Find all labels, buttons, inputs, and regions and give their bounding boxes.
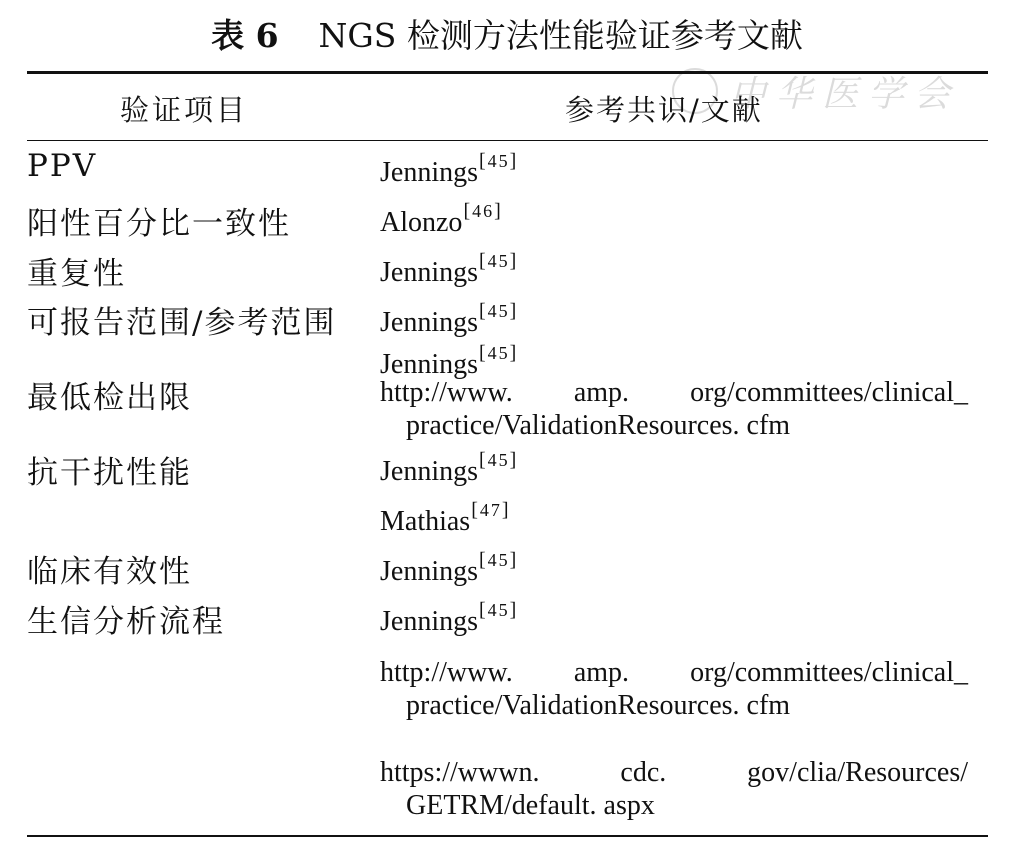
row-ref [380,250,518,289]
url-line-2: practice/ValidationResources. cfm [406,690,791,721]
row-item: 重复性 [27,256,126,292]
row-ref [380,150,518,189]
ref-author: Jennings [380,157,478,188]
header-item: 验证项目 [120,93,249,127]
ref-citation: [45] [479,342,519,364]
ref-citation: [46] [463,200,503,222]
table-number: 表 6 [211,16,279,55]
row-item: 可报告范围/参考范围 [27,305,337,341]
ref-author: Mathias [380,506,471,537]
url-line-2: GETRM/default. aspx [406,790,655,821]
url-line-1: http://www. amp. org/committees/clinical_ [380,377,968,408]
ref-url[interactable] [380,376,968,442]
ref-citation: [45] [479,150,519,172]
ref-citation: [45] [479,300,519,322]
ref-author: Jennings [380,456,478,487]
ref-author: Jennings [380,556,478,587]
url-line-1: https://wwwn. cdc. gov/clia/Resources/ [380,757,968,788]
row-ref [380,200,503,239]
ref-url[interactable] [380,756,968,822]
ref-citation: [45] [479,549,519,571]
header-ref: 参考共识/文献 [565,93,763,127]
watermark-text: 中华医学会 [730,74,961,115]
row-ref [380,549,518,588]
ref-url[interactable] [380,656,968,722]
ref-citation: [47] [471,499,511,521]
header-rule [27,140,988,141]
row-item: 临床有效性 [27,554,192,590]
row-ref [380,499,511,538]
ref-citation: [45] [479,599,519,621]
row-item: 阳性百分比一致性 [27,206,291,242]
url-line-1: http://www. amp. org/committees/clinical_ [380,657,968,688]
row-item: 最低检出限 [27,380,192,416]
bottom-rule [27,835,988,837]
row-ref [380,599,518,638]
ref-citation: [45] [479,250,519,272]
ref-author: Jennings [380,606,478,637]
table-title [0,10,1014,57]
url-line-2: practice/ValidationResources. cfm [406,410,791,441]
top-rule [27,71,988,74]
row-ref [380,449,518,488]
ref-author: Jennings [380,349,478,380]
ref-author: Jennings [380,257,478,288]
ref-author: Alonzo [380,207,463,238]
ref-author: Jennings [380,307,478,338]
table-caption: NGS 检测方法性能验证参考文献 [318,16,803,55]
ref-citation: [45] [479,449,519,471]
row-item: 生信分析流程 [27,604,225,640]
row-ref [380,300,518,339]
row-item: 抗干扰性能 [27,455,192,491]
row-item: PPV [27,148,98,184]
